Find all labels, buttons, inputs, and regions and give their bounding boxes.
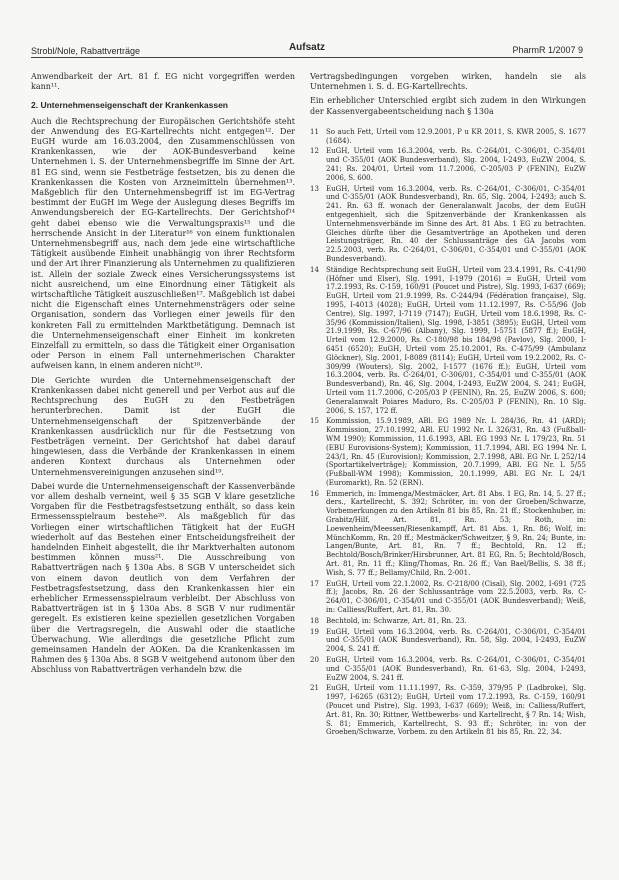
footnote-text: EuGH, Urteil vom 16.3.2004, verb. Rs. C-264/01, C-306/01, C-354/01 und C-355/01 (AOK Bundesverband), Rn. 61-63, Slg. 2004, I-2493, EuZW 2004, S. 241 ff. (326, 656, 586, 682)
footnote (310, 580, 586, 615)
body-paragraph: Dabei wurde die Unternehmenseigenschaft der Kassenverbände vor allem deshalb verneint, weil § 35 SGB V klare gesetzliche Vorgaben für die Festbetragsfestsetzung enthält, so dass kein Ermessensspielraum bestehe²⁰. Als maßgeblich für das Vorliegen einer wirtschaftlichen Tätigkeit hat der EuGH wiederholt auf das Bestehen einer Entscheidungsfreiheit der handelnden Einheit abgestellt, die ihr Marktverhalten autonom bestimmen können muss²¹. Die Ausschreibung von Rabattverträgen nach § 130a Abs. 8 SGB V unterscheidet sich von einem davon deutlich von dem Verfahren der Festbetragsfestsetzung, dass den Krankenkassen hier ein erheblicher Ermessensspielraum verbleibt. Der Abschluss von Rabattverträgen ist in § 130a Abs. 8 SGB V nur rudimentär geregelt. Es existieren keine speziellen gesetzlichen Vorgaben über die Vertragsregeln, die Auswahl oder die staatliche Überwachung. Wie allerdings die gesetzliche Pflicht zum gemeinsamen Handeln der AOKen. Da die Krankenkassen im Rahmen des § 130a Abs. 8 SGB V weitgehend autonom über den Abschluss von Rabattverträgen verhandeln bzw. die (31, 481, 295, 675)
footnote-text: EuGH, Urteil vom 16.3.2004, verb. Rs. C-264/01, C-306/01, C-354/01 und C-355/01 (AOK Bundesverband), Rn. 58, Slg. 2004, I-2493, EuZW 2004, S. 241 ff. (326, 627, 586, 654)
footnote-text: EuGH, Urteil vom 22.1.2002, Rs. C-218/00 (Cisal), Slg. 2002, I-691 (725 ff.); Jacobs, Rn. 26 der Schlussanträge vom 22.5.2003, verb. Rs. C-264/01, C-306/01, C-354/01 und C-355/01 (AOK Bundesverband); Weiß, in: Calliess/Ruffert, Art. 81, Rn. 30. (326, 579, 586, 615)
footnote (310, 185, 586, 264)
footnote-number: 13 (310, 184, 319, 193)
footnotes (310, 128, 586, 737)
section-title: 2. Unternehmenseigenschaft der Krankenkassen (31, 100, 228, 111)
running-header (31, 42, 583, 60)
footnote-number: 20 (310, 656, 319, 665)
footnote-number: 11 (310, 127, 319, 136)
right-column (310, 72, 586, 739)
footnote-text: EuGH, Urteil vom 16.3.2004, verb. Rs. C-264/01, C-306/01, C-354/01 und C-355/01 (AOK Bundesverband), Rn. 65, Slg. 2004, I-2493; auch S. 241. Rn. 63 ff. wonach der Generalanwalt Jacobs, der dem EuGH entgegenhielt, sich die Spitzenverbände der Krankenkassen als Unternehmensverbände im Sinne des Art. 81 Abs. 1 EG zu betrachten. Gleiches dürfte über die Gesamtverträge an Apotheken und deren Leistungsträger, Rn. 40 der Schlussanträge des GA Jacobs vom 22.5.2003, verb. Rs. C-264/01, C-306/01, C-354/01 und C-355/01 (AOK Bundesverband). (326, 184, 586, 263)
header-authors: Strobl/Nole, Rabattverträge (31, 46, 141, 56)
footnote-text: EuGH, Urteil vom 11.11.1997, Rs. C-359, 379/95 P (Ladbroke), Slg. 1997, I-6265 (6312); EuGH, Urteil vom 17.2.1993, Rs. C-159, 160/91 (Poucet und Pistre), Slg. 1993, I-637 (669); Weiß, in: Calliess/Ruffert, Art. 81, Rn. 30; Rittner, Wettbewerbs- und Kartellrecht, § 7 Rn. 14; Wish, S. 81; Emmerich, Kartellrecht, S. 93 ff.; Schröter, in: von der Groeben/Schwarze, Vorbem. zu den Artikeln 81 bis 85, Rn. 22, 34. (326, 684, 586, 737)
footnote (310, 417, 586, 487)
footnote-number: 14 (310, 265, 319, 274)
footnote-number: 21 (310, 684, 319, 693)
footnote-number: 18 (310, 616, 319, 625)
footnote (310, 266, 586, 416)
body-paragraph: Ein erheblicher Unterschied ergibt sich zudem in den Wirkungen der Kassenvergabeentscheidung nach § 130a (310, 96, 586, 116)
footnote (310, 656, 586, 682)
footnote-text: EuGH, Urteil vom 16.3.2004, verb. Rs. C-264/01, C-306/01, C-354/01 und C-355/01 (AOK Bundesverband), Slg. 2004, I-2493, EuZW 2004, S. 241; Rs. 204/01, Urteil vom 11.7.2006, C-205/03 P (FENIN), EuZW 2006, S. 600. (326, 147, 586, 182)
footnote (310, 490, 586, 578)
footnote-text: So auch Fett, Urteil vom 12.9.2001, P u KR 2011, S. KWR 2005, S. 1677 (1684). (326, 127, 586, 145)
header-rule (31, 57, 583, 58)
footnote (310, 128, 586, 146)
left-column (31, 72, 295, 680)
body-paragraph: Vertragsbedingungen vorgeben wirken, handeln sie als Unternehmen i. S. d. EG-Kartellrechts. (310, 72, 586, 92)
footnote (310, 147, 586, 182)
footnote-number: 19 (310, 627, 319, 636)
header-section: Aufsatz (288, 42, 326, 53)
footnote-text: Kommission, 15.9.1989, ABl. EG 1989 Nr. L 284/36, Rn. 41 (ARD); Kommission, 27.10.1992, ABl. EU 1992 Nr. L 326/31, Rn. 43 (Fußball-WM 1990); Kommission, 11.6.1993, ABl. EG 1993 Nr. L 179/23, Rn. 51 (EBU Eurovisions-System); Kommission, 11.7.1994, ABl. EG 1994 Nr. L 243/1, Rn. 45 (Eurovision); Kommission, 2.7.1998, ABl. EG Nr. L 252/14 (Sportartikelverträge); Kommission, 20.7.1999, ABl. EG Nr. L 5/55 (Fußball-WM 1998); Kommission, 20.1.1999, ABl. EG Nr. L 24/1 (Euromarkt), Rn. 52 (ERN). (326, 417, 586, 487)
footnote-number: 17 (310, 579, 319, 588)
footnote-number: 12 (310, 147, 319, 156)
footnote-number: 15 (310, 417, 319, 426)
footnote-text: Ständige Rechtsprechung seit EuGH, Urteil vom 23.4.1991, Rs. C-41/90 (Höfner und Elser), Slg. 1991, I-1979 (2016) = EuGH, Urteil vom 17.2.1993, Rs. C-159, 160/91 (Poucet und Pistre), Slg. 1993, I-637 (669); EuGH, Urteil vom 21.9.1999, Rs. C-244/94 (Fédération française), Slg. 1995, I-4013 (4028); EuGH, Urteil vom 11.12.1997, Rs. C-55/96 (Job Centre), Slg. 1997, I-7119 (7147); EuGH, Urteil vom 18.6.1998, Rs. C-35/96 (Kommission/Italien), Slg. 1998, I-3851 (3895); EuGH, Urteil vom 21.9.1999, Rs. C-67/96 (Albany), Slg. 1999, I-5751 (5877 ff.); EuGH, Urteil vom 12.9.2000, Rs. C-180/98 bis 184/98 (Pavlov), Slg. 2000, I-6451 (6520); EuGH, Urteil vom 25.10.2001, Rs. C-475/99 (Ambulanz Glöckner), Slg. 2001, I-8089 (8114); EuGH, Urteil vom 19.2.2002, Rs. C-309/99 (Wouters), Slg. 2002, I-1577 (1676 ff.); EuGH, Urteil vom 16.3.2004, verb. Rs. C-264/01, C-306/01, C-354/01 und C-355/01 (AOK Bundesverband), Rn. 46, Slg. 2004, I-2493, EuZW 2004, S. 241; EuGH, Urteil vom 11.7.2006, C-205/03 P (FENIN), Rn. 25, EuZW 2006, S. 600; Generalanwalt Poiares Maduro, Rs. C-205/03 P (FENIN), Rn. 10 Slg. 2006, S. 157, 172 ff. (326, 265, 586, 415)
body-paragraph: Auch die Rechtsprechung der Europäischen Gerichtshöfe steht der Anwendung des EG-Kartellrechts nicht entgegen¹². Der EuGH wurde am 16.03.2004, den Zusammenschlüssen von Krankenkassen, wie der AOK-Bundesverband keine Unternehmen i. S. der Unternehmensbegriffe im Sinne der Art. 81 EG sind, wenn sie Festbeträge festsetzen, bis zu denen die Krankenkassen die Kosten von Arzneimitteln übernehmen¹³. Maßgeblich für den Unternehmensbegriff ist im EG-Vertrag bestimmt der EuGH im Wege der Auslegung dieses Begriffs im Anwendungsbereich der EG-Kartellrechts. Der Gerichtshof¹⁴ geht dabei ebenso wie die Verwaltungspraxis¹⁵ und die herrschende Ansicht in der Literatur¹⁶ von einem funktionalen Unternehmensbegriff aus, nach dem jede eine wirtschaftliche Tätigkeit ausübende Einheit unabhängig von ihrer Rechtsform und der Art ihrer Finanzierung als Unternehmen zu qualifizieren ist. Allein der soziale Zweck eines Versicherungssystems ist nicht ausreichend, um eine Einordnung einer Tätigkeit als wirtschaftliche Tätigkeit auszuschließen¹⁷. Maßgeblich ist dabei nicht die Eigenschaft eines Unternehmensträgers oder seine Organisation, sondern das Vorliegen einer jeweils für den konkreten Fall zu ermittelnden Marktbetätigung. Demnach ist die Unternehmenseigenschaft einer Einheit im konkreten Einzelfall zu ermitteln, so dass die Tätigkeit einer Organisation oder Person in einem Fall unternehmerischen Charakter aufweisen kann, in einem anderen nicht¹⁸. (31, 116, 295, 371)
body-paragraph: Die Gerichte wurden die Unternehmenseigenschaft der Krankenkassen dabei nicht generell und per Verbot aus auf die Rechtsprechung des EuGH zu den Festbeträgen herunterbrechen. Damit ist der EuGH die Unternehmenseigenschaft der Spitzenverbände der Krankenkassen ausdrücklich nur für die Festsetzung von Festbeträgen verneint. Der Gerichtshof hat dabei darauf hingewiesen, dass die Verbände der Krankenkassen in einem anderen Kontext durchaus als Unternehmen oder Unternehmensvereinigungen anzusehen sind¹⁹. (31, 375, 295, 477)
intro-paragraph: Anwendbarkeit der Art. 81 f. EG nicht vorgegriffen werden kann¹¹. (31, 72, 295, 92)
footnote (310, 617, 586, 626)
footnote (310, 628, 586, 654)
footnote-text: Emmerich, in: Immenga/Mestmäcker, Art. 81 Abs. 1 EG, Rn. 14, 5. 27 ff.; ders., Kartellrecht, S. 392; Schröter, in: von der Groeben/Schwarze, Vorbemerkungen zu den Artikeln 81 bis 85, Rn. 21 ff.; Stockenhuber, in: Grabitz/Hilf, Art. 81, Rn. 53; Roth, in: Loewenheim/Meessen/Riesenkampff, Art. 81 Abs. 1, Rn. 86; Wolf, in: MünchKomm, Rn. 20 ff.; Mestmäcker/Schweitzer, § 9, Rn. 24; Bunte, in: Langen/Bunte, Art. 81, Rn. 7 ff.; Bechtold, Rn. 12 ff.; Bechtold/Bosch/Brinker/Hirsbrunner, Art. 81 EG, Rn. 5; Bechtold/Bosch, Art. 81, Rn. 11 ff.; Kling/Thomas, Rn. 26 ff.; Van Bael/Bellis, S. 38 ff.; Wish, S. 77 ff.; Bellamy/Child, Rn. 2-001. (326, 489, 586, 577)
footnote-text: Bechtold, in: Schwarze, Art. 81, Rn. 23. (326, 616, 467, 625)
footnote-number: 16 (310, 489, 319, 498)
header-journal-page: PharmR 1/2007 9 (512, 45, 583, 55)
footnote (310, 684, 586, 737)
